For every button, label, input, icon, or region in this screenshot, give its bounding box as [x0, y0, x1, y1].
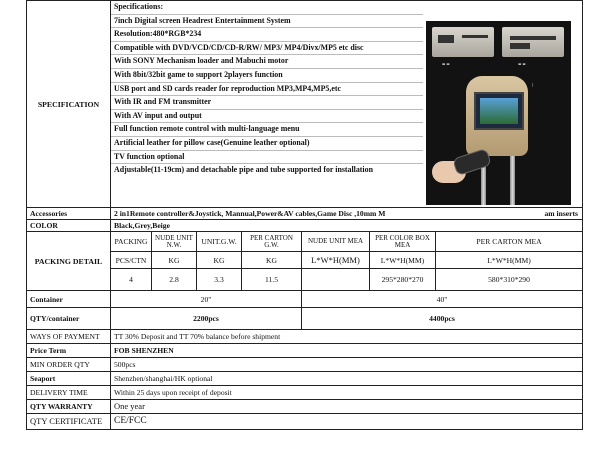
accessories-value	[111, 208, 583, 220]
accessories-text: 2 in1Remote controller&Joystick, Mannual,Power&AV cables,Game Disc ,10mm M	[114, 209, 386, 218]
packing-header: NUDE UNIT MEA	[302, 232, 370, 252]
packing-value: 2.8	[152, 269, 197, 291]
qty-container-row	[27, 308, 583, 330]
spec-line: Artificial leather for pillow case(Genuine leather optional)	[111, 137, 423, 151]
info-label: Seaport	[27, 372, 111, 386]
spec-line: Full function remote control with multi-language menu	[111, 123, 423, 137]
qty-container-label: QTY/container	[27, 308, 111, 330]
info-value: Within 25 days upon receipt of deposit	[111, 386, 583, 400]
spec-line: With 8bit/32bit game to support 2players function	[111, 69, 423, 83]
color-row	[27, 220, 583, 232]
info-label: QTY CERTIFICATE	[27, 414, 111, 430]
packing-unit: L*W*H(MM)	[436, 252, 583, 269]
info-label: QTY WARRANTY	[27, 400, 111, 414]
packing-header: UNIT.G.W.	[197, 232, 242, 252]
accessories-label: Accessories	[27, 208, 111, 220]
packing-unit: PCS/CTN	[111, 252, 152, 269]
headrest-image	[466, 76, 528, 156]
info-value: TT 30% Deposit and TT 70% balance before shipment	[111, 330, 583, 344]
packing-value: 580*310*290	[436, 269, 583, 291]
packing-header: PER COLOR BOX MEA	[370, 232, 436, 252]
specification-label: SPECIFICATION	[27, 1, 111, 208]
spec-line: Specifications:	[111, 1, 423, 15]
container-label: Container	[27, 291, 111, 308]
remote-icon	[452, 148, 492, 176]
dvd-unit-front-image	[432, 27, 494, 57]
container-row	[27, 291, 583, 308]
info-label: WAYS OF PAYMENT	[27, 330, 111, 344]
packing-header: NUDE UNIT N.W.	[152, 232, 197, 252]
packing-unit: KG	[197, 252, 242, 269]
qty-container-40: 4400pcs	[302, 308, 583, 330]
packing-unit: L*W*H(MM)	[302, 252, 370, 269]
accessories-row	[27, 208, 583, 220]
spec-line: TV function optional	[111, 151, 423, 165]
spec-line: With SONY Mechanism loader and Mabuchi motor	[111, 55, 423, 69]
info-label: MIN ORDER QTY	[27, 358, 111, 372]
spec-line: Compatible with DVD/VCD/CD/CD-R/RW/ MP3/ MP4/Divx/MP5 etc disc	[111, 42, 423, 56]
specification-cell	[111, 1, 583, 208]
info-row	[27, 386, 583, 400]
info-row	[27, 358, 583, 372]
info-label: Price Term	[27, 344, 111, 358]
packing-header: PACKING	[111, 232, 152, 252]
color-value: Black,Grey,Beige	[111, 220, 583, 232]
specification-row	[27, 1, 583, 208]
info-row	[27, 400, 583, 414]
color-label: COLOR	[27, 220, 111, 232]
info-row	[27, 372, 583, 386]
spec-line: 7inch Digital screen Headrest Entertainment System	[111, 15, 423, 29]
packing-value	[302, 269, 370, 291]
spec-line: With AV input and output	[111, 110, 423, 124]
packing-units-row	[27, 252, 583, 269]
packing-values-row	[27, 269, 583, 291]
packing-value: 4	[111, 269, 152, 291]
packing-header-row	[27, 232, 583, 252]
packing-label: PACKING DETAIL	[27, 232, 111, 291]
info-row	[27, 344, 583, 358]
info-value: FOB SHENZHEN	[111, 344, 583, 358]
container-20: 20"	[111, 291, 302, 308]
container-40: 40"	[302, 291, 583, 308]
info-row	[27, 414, 583, 430]
packing-value: 295*280*270	[370, 269, 436, 291]
packing-value: 11.5	[242, 269, 302, 291]
info-value: Shenzhen/shanghai/HK optional	[111, 372, 583, 386]
info-value: 500pcs	[111, 358, 583, 372]
specification-lines	[111, 1, 423, 177]
qty-container-20: 2200pcs	[111, 308, 302, 330]
product-spec-table	[26, 0, 583, 430]
packing-value: 3.3	[197, 269, 242, 291]
info-label: DELIVERY TIME	[27, 386, 111, 400]
accessories-text-tail: am inserts	[541, 209, 578, 218]
packing-unit: KG	[152, 252, 197, 269]
spec-line: Adjustable(11-19cm) and detachable pipe and tube supported for installation	[114, 165, 373, 175]
info-row	[27, 330, 583, 344]
info-value: CE/FCC	[111, 414, 583, 430]
spec-line: With IR and FM transmitter	[111, 96, 423, 110]
dvd-unit-side-image	[502, 27, 564, 57]
spec-line: Resolution:480*RGB*234	[111, 28, 423, 42]
packing-unit: KG	[242, 252, 302, 269]
info-value: One year	[111, 400, 583, 414]
packing-unit: L*W*H(MM)	[370, 252, 436, 269]
spec-line: USB port and SD cards reader for reproduction MP3,MP4,MP5,etc	[111, 83, 423, 97]
remote-hand-image	[428, 149, 488, 195]
packing-header: PER CARTON G.W.	[242, 232, 302, 252]
packing-header: PER CARTON MEA	[436, 232, 583, 252]
product-photo: ▬ ▬ ▬ ▬ ▏	[426, 21, 571, 205]
headrest-pole-image	[510, 156, 515, 205]
